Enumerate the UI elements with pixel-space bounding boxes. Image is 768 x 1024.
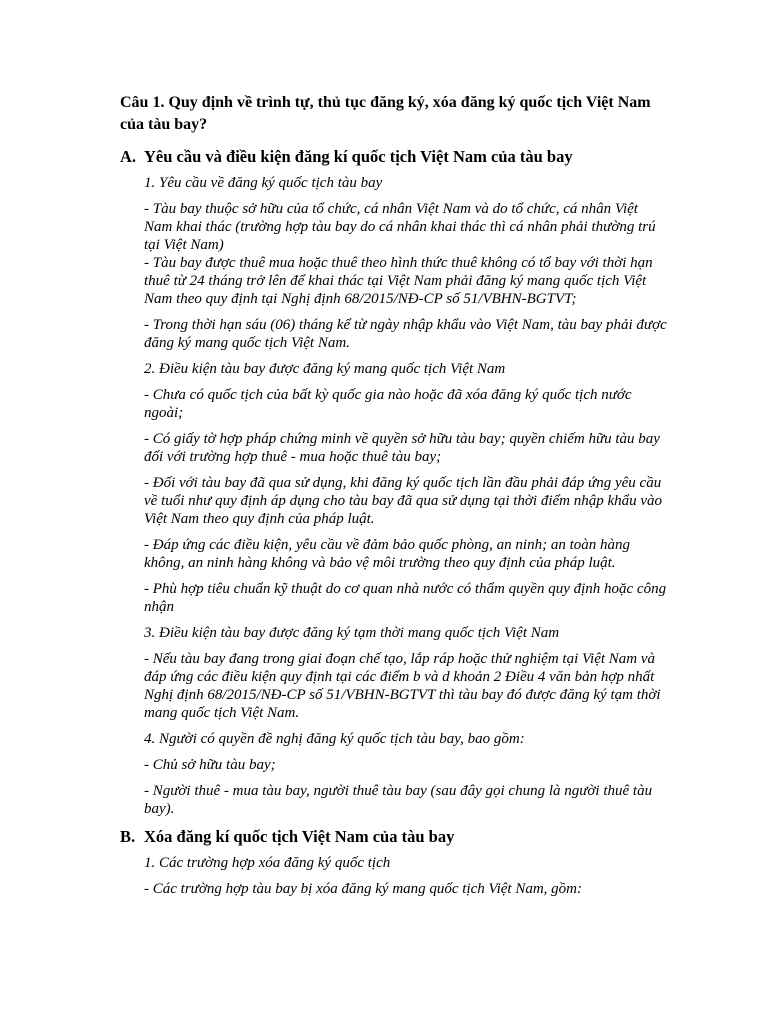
a-item-2-heading: 2. Điều kiện tàu bay được đăng ký mang quốc tịch Việt Nam [144,361,506,377]
b-item-1-paragraph: - Các trường hợp tàu bay bị xóa đăng ký mang quốc tịch Việt Nam, gồm: [144,881,583,897]
a-item-2-paragraph: - Đáp ứng các điều kiện, yêu cầu về đảm bảo quốc phòng, an ninh; an toàn hàng không, an ninh hàng không và bảo vệ môi trường theo quy định của pháp luật. [144,537,630,571]
section-a-title: Yêu cầu và điều kiện đăng kí quốc tịch Việt Nam của tàu bay [144,147,573,166]
a-item-1-heading: 1. Yêu cầu về đăng ký quốc tịch tàu bay [144,175,383,191]
question-title: Câu 1. Quy định về trình tự, thủ tục đăng ký, xóa đăng ký quốc tịch Việt Nam của tàu bay? [120,94,651,133]
a-item-1-paragraph: - Tàu bay được thuê mua hoặc thuê theo hình thức thuê không có tổ bay với thời hạn thuê từ 24 tháng trở lên để khai thác tại Việt Nam phải đăng ký mang quốc tịch Việt Nam theo quy định tại Nghị định 68/2015/NĐ-CP số 51/VBHN-BGTVT; [144,255,653,307]
a-item-1-paragraph: - Tàu bay thuộc sở hữu của tổ chức, cá nhân Việt Nam và do tổ chức, cá nhân Việt Nam khai thác (trường hợp tàu bay do cá nhân khai thác thì cá nhân phải thường trú tại Việt Nam) [144,201,656,253]
section-a-letter: A. [120,147,137,166]
a-item-4-paragraph: - Chủ sở hữu tàu bay; [144,757,276,773]
b-item-1-heading: 1. Các trường hợp xóa đăng ký quốc tịch [144,855,391,871]
a-item-2-paragraph: - Chưa có quốc tịch của bất kỳ quốc gia nào hoặc đã xóa đăng ký quốc tịch nước ngoài; [144,387,632,421]
section-b-heading [120,826,668,848]
section-b-letter: B. [120,827,136,846]
a-item-1-paragraph: - Trong thời hạn sáu (06) tháng kể từ ngày nhập khẩu vào Việt Nam, tàu bay phải được đăng ký mang quốc tịch Việt Nam. [144,317,667,351]
a-item-2-paragraph: - Đối với tàu bay đã qua sử dụng, khi đăng ký quốc tịch lần đầu phải đáp ứng yêu cầu về tuổi như quy định áp dụng cho tàu bay đã qua sử dụng tại thời điểm nhập khẩu vào Việt Nam theo quy định của pháp luật. [144,475,663,527]
a-item-4-paragraph: - Người thuê - mua tàu bay, người thuê tàu bay (sau đây gọi chung là người thuê tàu bay). [144,783,653,817]
a-item-2-paragraph: - Phù hợp tiêu chuẩn kỹ thuật do cơ quan nhà nước có thẩm quyền quy định hoặc công nhận [144,581,667,615]
section-b-title: Xóa đăng kí quốc tịch Việt Nam của tàu bay [144,827,455,846]
section-a-heading [120,146,668,168]
a-item-4-heading: 4. Người có quyền đề nghị đăng ký quốc tịch tàu bay, bao gồm: [144,731,525,747]
a-item-3-paragraph: - Nếu tàu bay đang trong giai đoạn chế tạo, lắp ráp hoặc thử nghiệm tại Việt Nam và đáp ứng các điều kiện quy định tại các điểm b và d khoản 2 Điều 4 văn bản hợp nhất Nghị định 68/2015/NĐ-CP số 51/VBHN-BGTVT thì tàu bay đó được đăng ký tạm thời mang quốc tịch Việt Nam. [144,651,661,721]
a-item-2-paragraph: - Có giấy tờ hợp pháp chứng minh về quyền sở hữu tàu bay; quyền chiếm hữu tàu bay đối với trường hợp thuê - mua hoặc thuê tàu bay; [144,431,660,465]
a-item-3-heading: 3. Điều kiện tàu bay được đăng ký tạm thời mang quốc tịch Việt Nam [144,625,560,641]
